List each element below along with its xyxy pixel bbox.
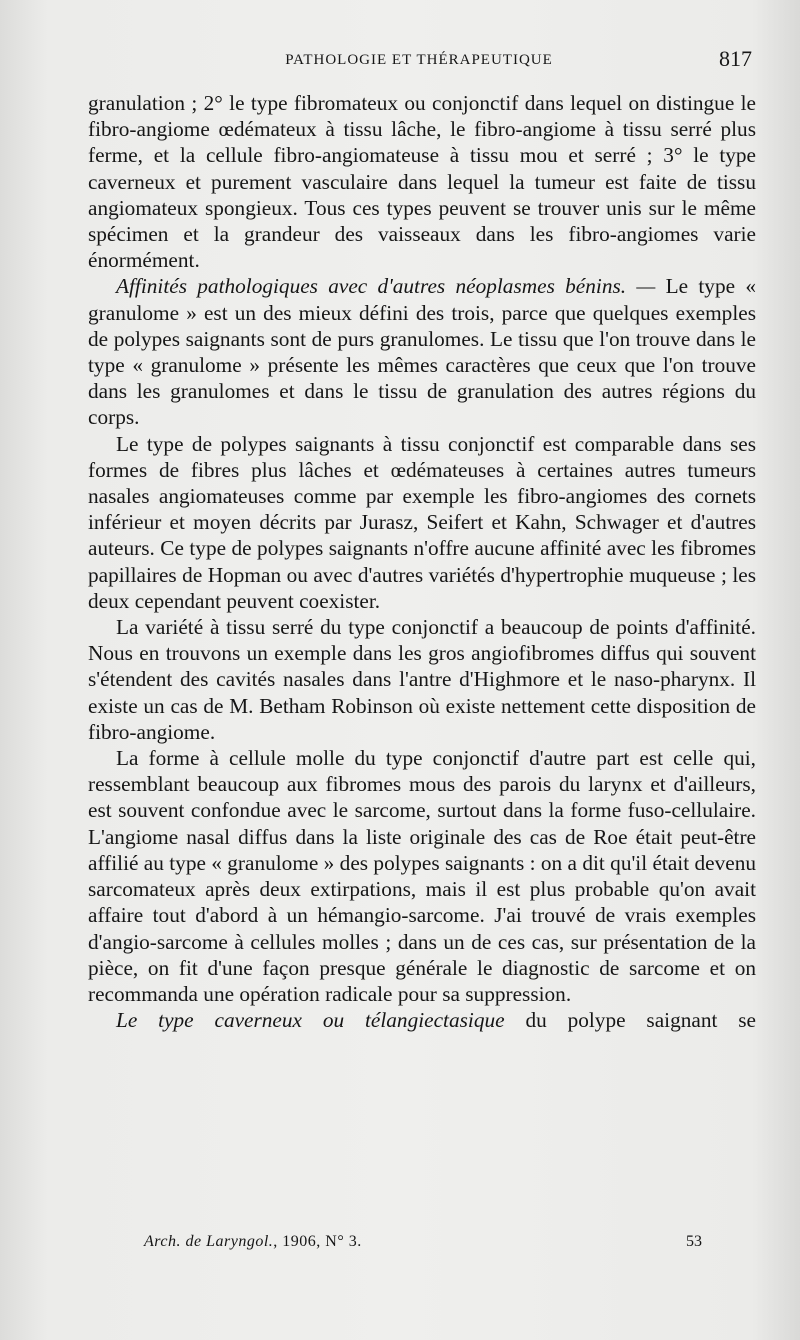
- footer: [88, 1233, 756, 1255]
- paragraph-1: granulation ; 2° le type fibromateux ou conjonctif dans lequel on distingue le fibro-angiome œdémateux à tissu lâche, le fibro-angiome à tissu serré plus ferme, et la cellule fibro-angiomateuse à tissu mou et serré ; 3° le type caverneux et purement vasculaire dans lequel la tumeur est faite de tissu angiomateux spongieux. Tous ces types peuvent se trouver unis sur le même spécimen et la grandeur des vaisseaux dans les fibro-angiomes varie énormément.: [88, 91, 756, 273]
- section-heading: Affinités pathologiques avec d'autres néoplasmes bénins. —: [116, 274, 656, 299]
- paragraph-4: La variété à tissu serré du type conjonctif a beaucoup de points d'affinité. Nous en trouvons un exemple dans les gros angiofibromes diffus qui souvent s'étendent des cavités nasales dans l'antre d'Highmore et le naso-pharynx. Il existe un cas de M. Betham Robinson où existe nettement cette disposition de fibro-angiome.: [88, 615, 756, 744]
- paragraph-5: La forme à cellule molle du type conjonctif d'autre part est celle qui, ressemblant beaucoup aux fibromes mous des parois du larynx et d'ailleurs, est souvent confondue avec le sarcome, surtout dans la forme fuso-cellulaire. L'angiome nasal diffus dans la liste originale des cas de Roe était peut-être affilié au type « granulome » des polypes saignants : on a dit qu'il était devenu sarcomateux après deux extirpations, mais il est plus probable qu'on avait affaire tout d'abord à un hémangio-sarcome. J'ai trouvé de vrais exemples d'angio-sarcome à cellules molles ; dans un de ces cas, sur présentation de la pièce, on fit d'une façon presque générale le diagnostic de sarcome et on recommanda une opération radicale pour sa suppression.: [88, 746, 756, 1006]
- last-line-text: du polype saignant se: [504, 1008, 756, 1033]
- page-number: 817: [719, 46, 752, 71]
- running-header: [86, 46, 752, 76]
- paragraph-2-text: Le type « granulome » est un des mieux défini des trois, parce que quelques exemples de polypes saignants sont de purs granulomes. Le tissu que l'on trouve dans le type « granulome » présente les mêmes caractères que ceux que l'on trouve dans les granulomes et dans le tissu de granulation des autres régions du corps.: [88, 274, 756, 430]
- footer-journal: Arch. de Laryngol.: [144, 1233, 274, 1250]
- last-line-italic: Le type caverneux ou télangiectasique: [116, 1008, 505, 1033]
- paragraph-6: [88, 1007, 756, 1033]
- paragraph-2: [88, 273, 756, 430]
- body-text: [88, 90, 756, 1033]
- footer-source: [144, 1233, 362, 1251]
- running-title: PATHOLOGIE ET THÉRAPEUTIQUE: [285, 52, 553, 68]
- paragraph-3: Le type de polypes saignants à tissu conjonctif est comparable dans ses formes de fibres plus lâches et œdémateuses à certaines autres tumeurs nasales angiomateuses comme par exemple les fibro-angiomes des cornets inférieur et moyen décrits par Jurasz, Seifert et Kahn, Schwager et d'autres auteurs. Ce type de polypes saignants n'offre aucune affinité avec les fibromes papillaires de Hopman ou avec d'autres variétés d'hypertrophie muqueuse ; les deux cependant peuvent coexister.: [88, 431, 756, 613]
- footer-signature: 53: [686, 1233, 702, 1250]
- footer-issue: , 1906, N° 3.: [273, 1233, 362, 1250]
